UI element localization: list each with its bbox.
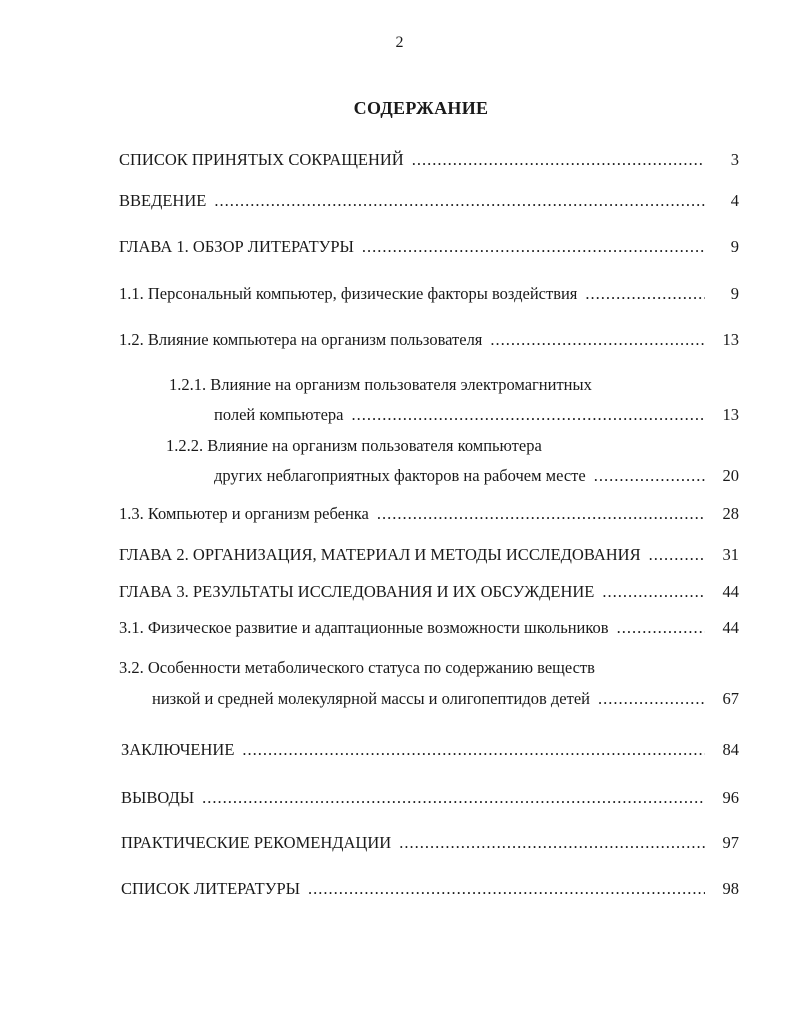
toc-entry-label: ВВЕДЕНИЕ	[119, 191, 207, 210]
leader-dots	[202, 788, 705, 808]
toc-entry-label: ГЛАВА 3. РЕЗУЛЬТАТЫ ИССЛЕДОВАНИЯ И ИХ ОБСУЖДЕНИЕ	[119, 582, 595, 601]
toc-entry-label: 3.1. Физическое развитие и адаптационные возможности школьников	[119, 618, 609, 637]
toc-entry-page: 20	[722, 466, 739, 485]
toc-entry-3-1[interactable]	[119, 618, 709, 638]
toc-entry-label: низкой и средней молекулярной массы и олигопептидов детей	[152, 689, 590, 708]
toc-entry-1-1[interactable]	[119, 284, 709, 304]
toc-entry-label: других неблагоприятных факторов на рабочем месте	[214, 466, 586, 485]
toc-entry-recommendations[interactable]	[121, 833, 709, 853]
toc-entry-label: СПИСОК ПРИНЯТЫХ СОКРАЩЕНИЙ	[119, 150, 404, 169]
toc-entry-introduction[interactable]	[119, 191, 709, 211]
leader-dots	[308, 879, 705, 899]
leader-dots	[490, 330, 705, 350]
toc-entry-page: 28	[722, 504, 739, 523]
toc-entry-page: 13	[722, 405, 739, 424]
toc-entry-page: 98	[722, 879, 739, 898]
toc-entry-label: 1.1. Персональный компьютер, физические факторы воздействия	[119, 284, 578, 303]
toc-entry-1-2-1-line1[interactable]: 1.2.1. Влияние на организм пользователя электромагнитных	[169, 375, 592, 394]
toc-entry-page: 84	[722, 740, 739, 759]
toc-entry-page: 96	[722, 788, 739, 807]
page-number: 2	[395, 34, 404, 51]
leader-dots	[377, 504, 705, 524]
toc-entry-page: 44	[722, 582, 739, 601]
toc-entry-page: 44	[722, 618, 739, 637]
toc-entry-page: 4	[730, 191, 739, 210]
toc-entry-bibliography[interactable]	[121, 879, 709, 899]
leader-dots	[598, 689, 705, 709]
leader-dots	[362, 237, 705, 257]
toc-entry-page: 67	[722, 689, 739, 708]
leader-dots	[602, 582, 705, 602]
leader-dots	[585, 284, 705, 304]
toc-entry-3-2[interactable]	[152, 689, 709, 709]
toc-entry-conclusion[interactable]	[121, 740, 709, 760]
toc-entry-label: 1.2. Влияние компьютера на организм пользователя	[119, 330, 483, 349]
toc-entry-findings[interactable]	[121, 788, 709, 808]
toc-entry-1-2[interactable]	[119, 330, 709, 350]
toc-entry-1-2-2-line1[interactable]: 1.2.2. Влияние на организм пользователя компьютера	[166, 436, 542, 455]
toc-entry-label: ГЛАВА 1. ОБЗОР ЛИТЕРАТУРЫ	[119, 237, 354, 256]
toc-entry-label: ЗАКЛЮЧЕНИЕ	[121, 740, 235, 759]
toc-title: СОДЕРЖАНИЕ	[353, 98, 489, 118]
toc-entry-label: СПИСОК ЛИТЕРАТУРЫ	[121, 879, 301, 898]
toc-entry-chapter-1[interactable]	[119, 237, 709, 257]
toc-entry-1-2-2[interactable]	[214, 466, 709, 486]
toc-entry-page: 97	[722, 833, 739, 852]
toc-entry-page: 13	[722, 330, 739, 349]
leader-dots	[649, 545, 705, 565]
toc-entry-label: ВЫВОДЫ	[121, 788, 195, 807]
leader-dots	[594, 466, 705, 486]
leader-dots	[352, 405, 705, 425]
toc-entry-page: 9	[730, 284, 739, 303]
toc-entry-3-2-line1[interactable]: 3.2. Особенности метаболического статуса по содержанию веществ	[119, 658, 595, 677]
leader-dots	[617, 618, 705, 638]
toc-entry-page: 9	[730, 237, 739, 256]
leader-dots	[412, 150, 705, 170]
toc-entry-label: 1.3. Компьютер и организм ребенка	[119, 504, 369, 523]
toc-entry-abbreviations[interactable]	[119, 150, 709, 170]
leader-dots	[242, 740, 705, 760]
toc-entry-label: ГЛАВА 2. ОРГАНИЗАЦИЯ, МАТЕРИАЛ И МЕТОДЫ ИССЛЕДОВАНИЯ	[119, 545, 641, 564]
toc-entry-label: ПРАКТИЧЕСКИЕ РЕКОМЕНДАЦИИ	[121, 833, 392, 852]
toc-entry-chapter-2[interactable]	[119, 545, 709, 565]
leader-dots	[214, 191, 705, 211]
toc-entry-chapter-3[interactable]	[119, 582, 709, 602]
leader-dots	[399, 833, 705, 853]
toc-entry-1-2-1[interactable]	[214, 405, 709, 425]
toc-entry-page: 3	[730, 150, 739, 169]
toc-entry-1-3[interactable]	[119, 504, 709, 524]
toc-entry-page: 31	[722, 545, 739, 564]
toc-entry-label: полей компьютера	[214, 405, 344, 424]
